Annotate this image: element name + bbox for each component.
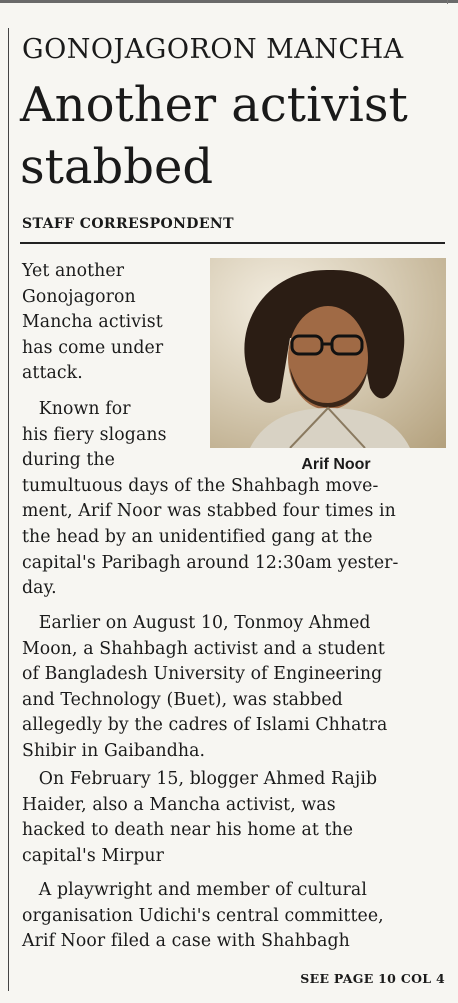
body-line: organisation Udichi's central committee, bbox=[22, 905, 384, 926]
body-line: ment, Arif Noor was stabbed four times in bbox=[22, 501, 396, 522]
body-line: has come under bbox=[22, 337, 164, 358]
body-line: attack. bbox=[22, 363, 83, 384]
body-line: his fiery slogans bbox=[22, 424, 167, 445]
body-line: tumultuous days of the Shahbagh move- bbox=[22, 475, 379, 496]
body-line: Haider, also a Mancha activist, was bbox=[22, 794, 336, 815]
body-line: Gonojagoron bbox=[22, 286, 136, 307]
body-line: Earlier on August 10, Tonmoy Ahmed bbox=[22, 613, 371, 633]
body-line: Shibir in Gaibandha. bbox=[22, 741, 206, 761]
body-line: during the bbox=[22, 450, 115, 471]
body-line: allegedly by the cadres of Islami Chhatra bbox=[22, 715, 388, 736]
column-rule bbox=[8, 28, 9, 991]
photo-caption: Arif Noor bbox=[301, 456, 371, 473]
body-line: Yet another bbox=[22, 261, 125, 281]
body-line: and Technology (Buet), was stabbed bbox=[22, 689, 343, 710]
headline-line-1: Another activist bbox=[20, 77, 408, 133]
body-line: Arif Noor filed a case with Shahbagh bbox=[22, 931, 350, 952]
headline bbox=[20, 74, 448, 198]
continuation-jump-line: SEE PAGE 10 COL 4 bbox=[300, 971, 445, 986]
portrait-photo bbox=[210, 258, 446, 448]
body-line: the head by an unidentified gang at the bbox=[22, 527, 373, 547]
column-tick bbox=[447, 0, 448, 4]
body-line: Moon, a Shahbagh activist and a student bbox=[22, 638, 385, 659]
body-line: day. bbox=[22, 578, 57, 599]
byline: STAFF CORRESPONDENT bbox=[22, 216, 234, 232]
body-line: A playwright and member of cultural bbox=[22, 880, 367, 900]
body-line: of Bangladesh University of Engineering bbox=[22, 664, 383, 685]
top-rule bbox=[0, 0, 458, 3]
body-line: hacked to death near his home at the bbox=[22, 820, 354, 841]
headline-line-2: stabbed bbox=[20, 139, 214, 195]
body-line: Mancha activist bbox=[22, 312, 163, 333]
body-line: Known for bbox=[22, 399, 131, 419]
portrait-image bbox=[210, 258, 446, 448]
kicker: GONOJAGORON MANCHA bbox=[22, 34, 404, 65]
body-line: capital's Paribagh around 12:30am yester- bbox=[22, 552, 399, 573]
byline-rule bbox=[20, 242, 445, 244]
body-line: capital's Mirpur bbox=[22, 845, 164, 866]
body-line: On February 15, blogger Ahmed Rajib bbox=[22, 769, 378, 789]
